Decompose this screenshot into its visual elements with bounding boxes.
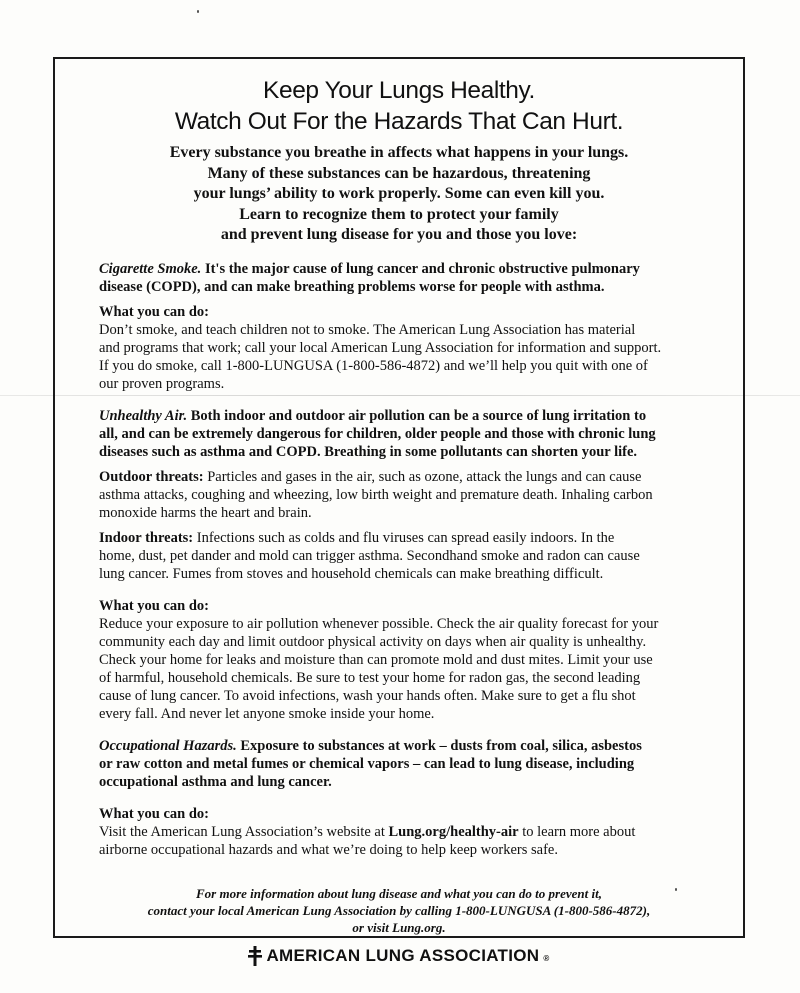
body-line: lung cancer. Fumes from stoves and household chemicals can make breathing difficult. — [99, 565, 604, 582]
body-line: monoxide harms the heart and brain. — [99, 504, 312, 521]
body-text: to learn more about — [518, 823, 636, 840]
lead-line: all, and can be extremely dangerous for children, older people and those with chronic lung — [99, 425, 656, 442]
body-line: of harmful, household chemicals. Be sure to test your home for radon gas, the second leading — [99, 669, 641, 686]
what-you-can-do-label: What you can do: — [99, 597, 209, 614]
lung-org-link[interactable]: Lung.org. — [392, 919, 446, 935]
lead-line: or raw cotton and metal fumes or chemical vapors – can lead to lung disease, including — [99, 755, 635, 772]
body-line: If you do smoke, call 1-800-LUNGUSA (1-800-586-4872) and we’ll help you quit with one of — [99, 357, 648, 374]
intro-line: Learn to recognize them to protect your family — [239, 205, 559, 223]
footer-contact — [99, 885, 699, 936]
footer-line: contact your local American Lung Association by calling 1-800-LUNGUSA (1-800-586-4872), — [147, 902, 651, 918]
body-line: Reduce your exposure to air pollution whenever possible. Check the air quality forecast for your — [99, 615, 659, 632]
speck — [197, 10, 199, 13]
document-frame — [53, 57, 745, 965]
section-lead — [99, 260, 699, 296]
footer-text: or visit — [352, 919, 393, 935]
indoor-threats-paragraph — [99, 529, 699, 583]
body-line: asthma attacks, coughing and wheezing, low birth weight and premature death. Inhaling carbon — [99, 486, 653, 503]
section-unhealthy-air — [99, 407, 699, 723]
section-heading: Occupational Hazards. — [99, 737, 237, 754]
body-line: home, dust, pet dander and mold can trigger asthma. Secondhand smoke and radon can cause — [99, 547, 640, 564]
body-line: cause of lung cancer. To avoid infections, wash your hands often. Make sure to get a flu shot — [99, 687, 636, 704]
lead-line: disease (COPD), and can make breathing problems worse for people with asthma. — [99, 278, 605, 295]
body-line: Don’t smoke, and teach children not to smoke. The American Lung Association has material — [99, 321, 636, 338]
intro-line: Many of these substances can be hazardous, threatening — [207, 164, 591, 182]
intro-line: your lungs’ ability to work properly. Some can even kill you. — [193, 185, 605, 202]
registered-mark: ® — [543, 954, 550, 963]
section-body — [99, 823, 699, 859]
lead-line: Exposure to substances at work – dusts from coal, silica, asbestos — [236, 737, 642, 754]
intro-line: Every substance you breathe in affects what happens in your lungs. — [169, 144, 629, 161]
body-line: community each day and limit outdoor physical activity on days when air quality is unhealthy. — [99, 633, 647, 650]
outdoor-threats-label: Outdoor threats: — [99, 468, 204, 485]
ala-logo — [99, 946, 699, 966]
lead-line: Both indoor and outdoor air pollution can be a source of lung irritation to — [187, 407, 647, 424]
body-line: airborne occupational hazards and what we’re doing to help keep workers safe. — [99, 841, 558, 858]
body-line: and programs that work; call your local American Lung Association for information and support. — [99, 339, 662, 356]
healthy-air-link[interactable]: Lung.org/healthy-air — [388, 823, 519, 840]
section-body — [99, 615, 699, 723]
logo-text: AMERICAN LUNG ASSOCIATION — [266, 945, 540, 965]
page-title — [99, 75, 699, 137]
body-line: Infections such as colds and flu viruses can spread easily indoors. In the — [193, 529, 615, 546]
body-line: Particles and gases in the air, such as ozone, attack the lungs and can cause — [203, 468, 642, 485]
body-line: every fall. And never let anyone smoke inside your home. — [99, 705, 435, 722]
lead-line: occupational asthma and lung cancer. — [99, 773, 332, 790]
title-line: Keep Your Lungs Healthy. — [263, 77, 535, 104]
lead-line: diseases such as asthma and COPD. Breathing in some pollutants can shorten your life. — [99, 443, 638, 460]
lead-line: It's the major cause of lung cancer and chronic obstructive pulmonary — [201, 260, 640, 277]
footer-line: For more information about lung disease and what you can do to prevent it, — [196, 885, 602, 901]
indoor-threats-label: Indoor threats: — [99, 529, 194, 546]
section-body — [99, 321, 699, 393]
what-you-can-do-label: What you can do: — [99, 303, 209, 320]
body-line: Check your home for leaks and moisture than can promote mold and dust mites. Limit your use — [99, 651, 653, 668]
body-text: Visit the American Lung Association’s website at — [99, 823, 389, 840]
section-occupational-hazards — [99, 737, 699, 859]
section-heading: Cigarette Smoke. — [99, 260, 202, 277]
section-heading: Unhealthy Air. — [99, 407, 188, 424]
what-you-can-do-label: What you can do: — [99, 805, 209, 822]
intro-paragraph — [99, 143, 699, 246]
title-line: Watch Out For the Hazards That Can Hurt. — [174, 108, 624, 135]
intro-line: and prevent lung disease for you and those you love: — [220, 226, 578, 243]
body-line: our proven programs. — [99, 375, 225, 392]
double-cross-icon — [248, 946, 262, 966]
section-lead — [99, 407, 699, 461]
section-cigarette-smoke — [99, 260, 699, 393]
outdoor-threats-paragraph — [99, 468, 699, 522]
section-lead — [99, 737, 699, 791]
